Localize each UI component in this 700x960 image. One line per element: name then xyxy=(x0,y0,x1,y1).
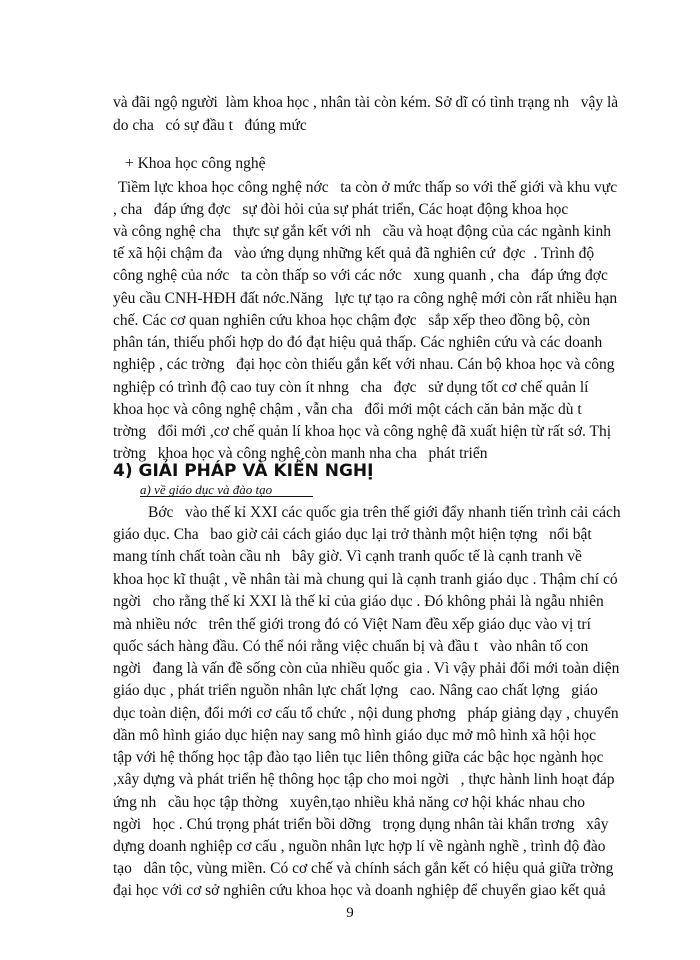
text-line: giáo dục. Cha bao giờ cải cách giáo dục lại trở thành một hiện tợng nổi bật xyxy=(113,526,592,543)
text-line: dần mô hình giáo dục hiện nay sang mô hình giáo dục mở mô hình xã hội học xyxy=(113,727,597,744)
text-line: ,xây dựng và phát triển hệ thông học tập cho moi ngời , thực hành linh hoạt đáp xyxy=(113,771,615,788)
text-line: ngời học . Chú trọng phát triển bồi dỡng trọng dụng nhân tài khẩn trơng xây xyxy=(113,816,609,833)
text-line: Bớc vào thế kỉ XXI các quốc gia trên thế giới đẩy nhanh tiến trình cải cách xyxy=(148,504,621,521)
text-line: ngời đang là vấn đề sống còn của nhiều quốc gia . Vì vậy phải đổi mới toàn diện xyxy=(113,660,620,677)
section-label: + Khoa học công nghệ xyxy=(125,155,266,172)
page-number: 9 xyxy=(346,905,354,921)
text-line: do cha có sự đầu t đúng mức xyxy=(113,117,307,134)
text-line: khoa học và công nghệ chậm , vẫn cha đổi mới một cách căn bản mặc dù t xyxy=(113,401,582,418)
text-line: công nghệ của nớc ta còn thấp so với các nớc xung quanh , cha đáp ứng đợc xyxy=(113,267,608,284)
text-line: ngời cho rằng thế kỉ XXI là thế kỉ của giáo dục . Đó không phải là ngẫu nhiên xyxy=(113,593,604,610)
text-line: tế xã hội chậm đa vào ứng dụng những kết quả đã nghiên cứ đợc . Trình độ xyxy=(113,245,595,262)
text-line: mà nhiều nớc trên thế giới trong đó có Việt Nam đều xếp giáo dục vào vị trí xyxy=(113,616,591,633)
text-line: tạo dân tộc, vùng miền. Có cơ chế và chính sách gắn kết có hiệu quả giữa trờng xyxy=(113,860,614,877)
text-line: mang tính chất toàn cầu nh bây giờ. Vì cạnh tranh quốc tế là cạnh tranh về xyxy=(113,548,582,565)
text-line: đại học với cơ sở nghiên cứu khoa học và doanh nghiệp để chuyển giao kết quả xyxy=(113,882,606,899)
text-line: và công nghệ cha thực sự gắn kết với nh cầu và hoạt động của các ngành kinh xyxy=(113,223,612,240)
text-line: trờng đổi mới ,cơ chế quản lí khoa học và công nghệ đã xuất hiện từ rất sớ. Thị xyxy=(113,423,612,440)
section-heading: 4) GIẢI PHÁP VÀ KIẾN NGHỊ xyxy=(113,461,374,481)
text-line: và đãi ngộ người làm khoa học , nhân tài còn kém. Sở dĩ có tình trạng nh vậy là xyxy=(113,94,619,111)
text-line: nghiệp có trình độ cao tuy còn ít nhng cha đợc sử dụng tốt cơ chế quản lí xyxy=(113,379,589,396)
subsection-heading: a) về giáo dục và đào tạo xyxy=(140,482,273,497)
text-line: chế. Các cơ quan nghiên cứu khoa học chậm đợc sắp xếp theo đồng bộ, còn xyxy=(113,312,591,329)
text-line: dựng doanh nghiệp cơ cấu , nguồn nhân lực hợp lí về ngành nghề , trình độ đào xyxy=(113,838,606,855)
text-line: dục toàn diện, đổi mới cơ cấu tổ chức , nội dung phơng pháp giảng dạy , chuyển xyxy=(113,705,619,722)
text-line: Tiềm lực khoa học công nghệ nớc ta còn ở mức thấp so với thế giới và khu vực xyxy=(118,179,618,196)
text-line: tập với hệ thống học tập đào tạo liên tục liên thông giữa các bậc học ngành học xyxy=(113,749,604,766)
text-line: yêu cầu CNH-HĐH đất nớc.Năng lực tự tạo ra công nghệ mới còn rất nhiều hạn xyxy=(113,290,618,307)
subheading-underline xyxy=(140,496,313,497)
text-line: nghiệp , các trờng đại học còn thiếu gắn kết với nhau. Cán bộ khoa học và công xyxy=(113,356,615,373)
text-line: ứng nh cầu học tập thờng xuyên,tạo nhiều khả năng cơ hội khác nhau cho xyxy=(113,794,586,811)
text-line: khoa học kĩ thuật , về nhân tài mà chung qui là cạnh tranh giáo dục . Thậm chí có xyxy=(113,571,618,588)
text-line: quốc sách hàng đầu. Có thể nói rằng việc chuẩn bị và đầu t vào nhân tố con xyxy=(113,638,589,655)
text-line: trờng khoa học và công nghệ còn manh nha cha phát triển xyxy=(113,445,488,462)
text-line: , cha đáp ứng đợc sự đòi hỏi của sự phát triển, Các hoạt động khoa học xyxy=(113,201,569,218)
text-line: phân tán, thiếu phối hợp do đó đạt hiệu quả thấp. Các nghiên cứu và các doanh xyxy=(113,334,603,351)
text-line: giáo dục , phát triển nguồn nhân lực chất lợng cao. Nâng cao chất lợng giáo xyxy=(113,682,598,699)
